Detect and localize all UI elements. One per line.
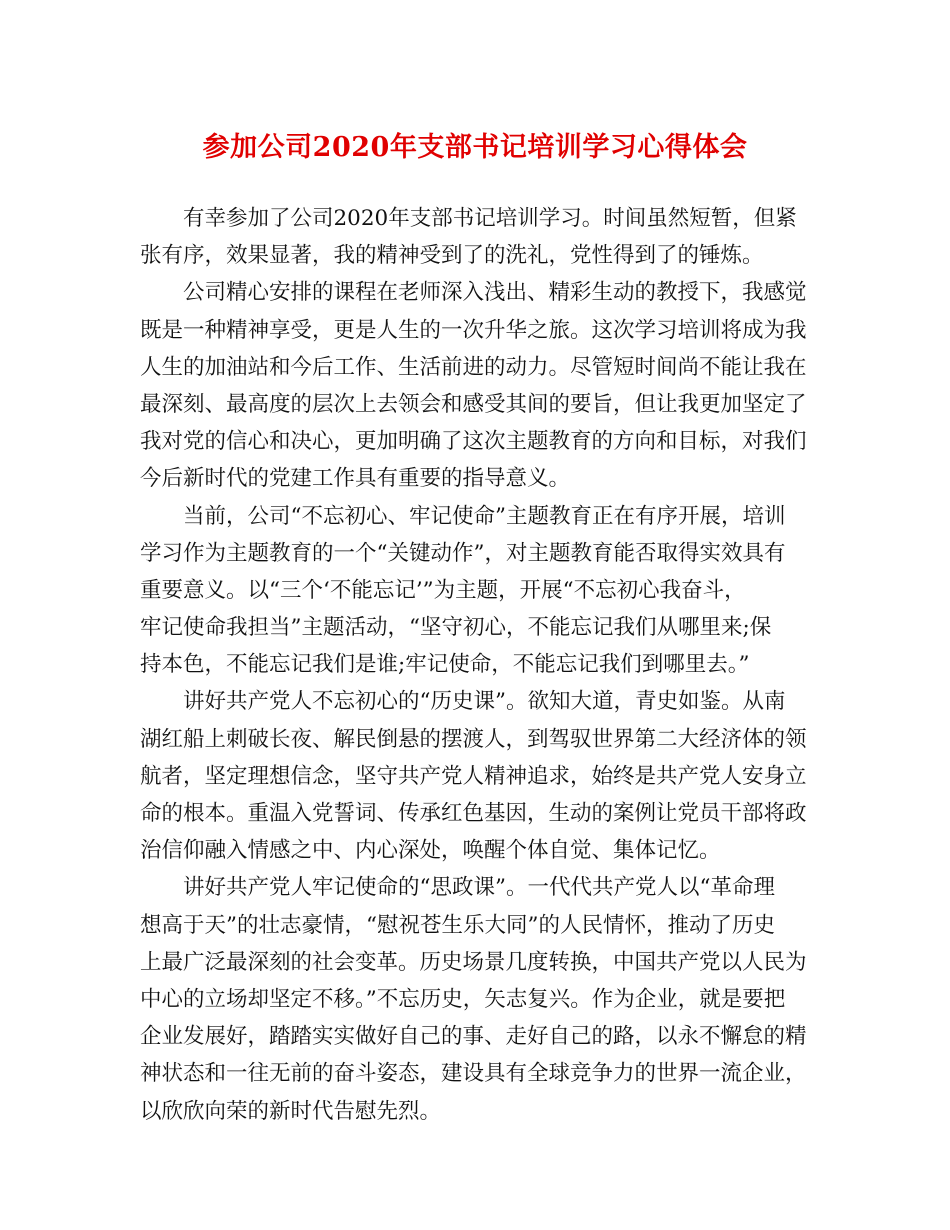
paragraph-line: 讲好共产党人不忘初心的“历史课”。欲知大道，青史如鉴。从南 [183, 689, 786, 715]
paragraph-line: 企业发展好，踏踏实实做好自己的事、走好自己的路，以永不懈怠的精 [140, 1024, 807, 1050]
paragraph-3 [140, 498, 810, 684]
paragraph-line: 我对党的信心和决心，更加明确了这次主题教育的方向和目标，对我们 [140, 429, 807, 455]
paragraph-line: 张有序，效果显著，我的精神受到了的洗礼，党性得到了的锤炼。 [140, 243, 764, 269]
paragraph-line: 有幸参加了公司2020年支部书记培训学习。时间虽然短暂，但紧 [183, 206, 797, 231]
paragraph-line: 中心的立场却坚定不移。”不忘历史，矢志复兴。作为企业，就是要把 [140, 986, 786, 1012]
paragraph-line: 今后新时代的党建工作具有重要的指导意义。 [140, 466, 571, 492]
paragraph-2 [140, 274, 810, 497]
paragraph-line: 航者，坚定理想信念，坚守共产党人精神追求，始终是共产党人安身立 [140, 763, 807, 789]
paragraph-line: 以欣欣向荣的新时代告慰先烈。 [140, 1098, 442, 1124]
paragraph-line: 当前，公司“不忘初心、牢记使命”主题教育正在有序开展，培训 [183, 503, 786, 529]
paragraph-line: 牢记使命我担当”主题活动，“坚守初心，不能忘记我们从哪里来;保 [140, 615, 772, 641]
paragraph-line: 神状态和一往无前的奋斗姿态，建设具有全球竞争力的世界一流企业， [140, 1061, 807, 1087]
paragraph-line: 湖红船上刺破长夜、解民倒悬的摆渡人，到驾驭世界第二大经济体的领 [140, 726, 807, 752]
paragraph-line: 讲好共产党人牢记使命的“思政课”。一代代共产党人以“革命理 [183, 875, 775, 901]
paragraph-line: 想高于天”的壮志豪情，“慰祝苍生乐大同”的人民情怀，推动了历史 [140, 912, 775, 938]
paragraph-line: 学习作为主题教育的一个“关键动作”，对主题教育能否取得实效具有 [140, 540, 786, 566]
paragraph-line: 治信仰融入情感之中、内心深处，唤醒个体自觉、集体记忆。 [140, 838, 721, 864]
paragraph-line: 持本色，不能忘记我们是谁;牢记使命，不能忘记我们到哪里去。” [140, 652, 750, 678]
paragraph-line: 人生的加油站和今后工作、生活前进的动力。尽管短时间尚不能让我在 [140, 354, 807, 380]
document-body [140, 200, 810, 1130]
paragraph-line: 公司精心安排的课程在老师深入浅出、精彩生动的教授下，我感觉 [183, 280, 807, 306]
paragraph-line: 命的根本。重温入党誓词、传承红色基因，生动的案例让党员干部将政 [140, 801, 807, 826]
paragraph-4 [140, 683, 810, 869]
paragraph-5 [140, 869, 810, 1129]
paragraph-line: 重要意义。以“三个‘不能忘记’”为主题，开展“不忘初心我奋斗， [140, 577, 746, 603]
paragraph-1 [140, 200, 810, 274]
paragraph-line: 最深刻、最高度的层次上去领会和感受其间的要旨，但让我更加坚定了 [140, 391, 807, 417]
document-title: 参加公司2020年支部书记培训学习心得体会 [202, 132, 748, 163]
paragraph-line: 上最广泛最深刻的社会变革。历史场景几度转换，中国共产党以人民为 [140, 949, 807, 975]
paragraph-line: 既是一种精神享受，更是人生的一次升华之旅。这次学习培训将成为我 [140, 317, 807, 343]
